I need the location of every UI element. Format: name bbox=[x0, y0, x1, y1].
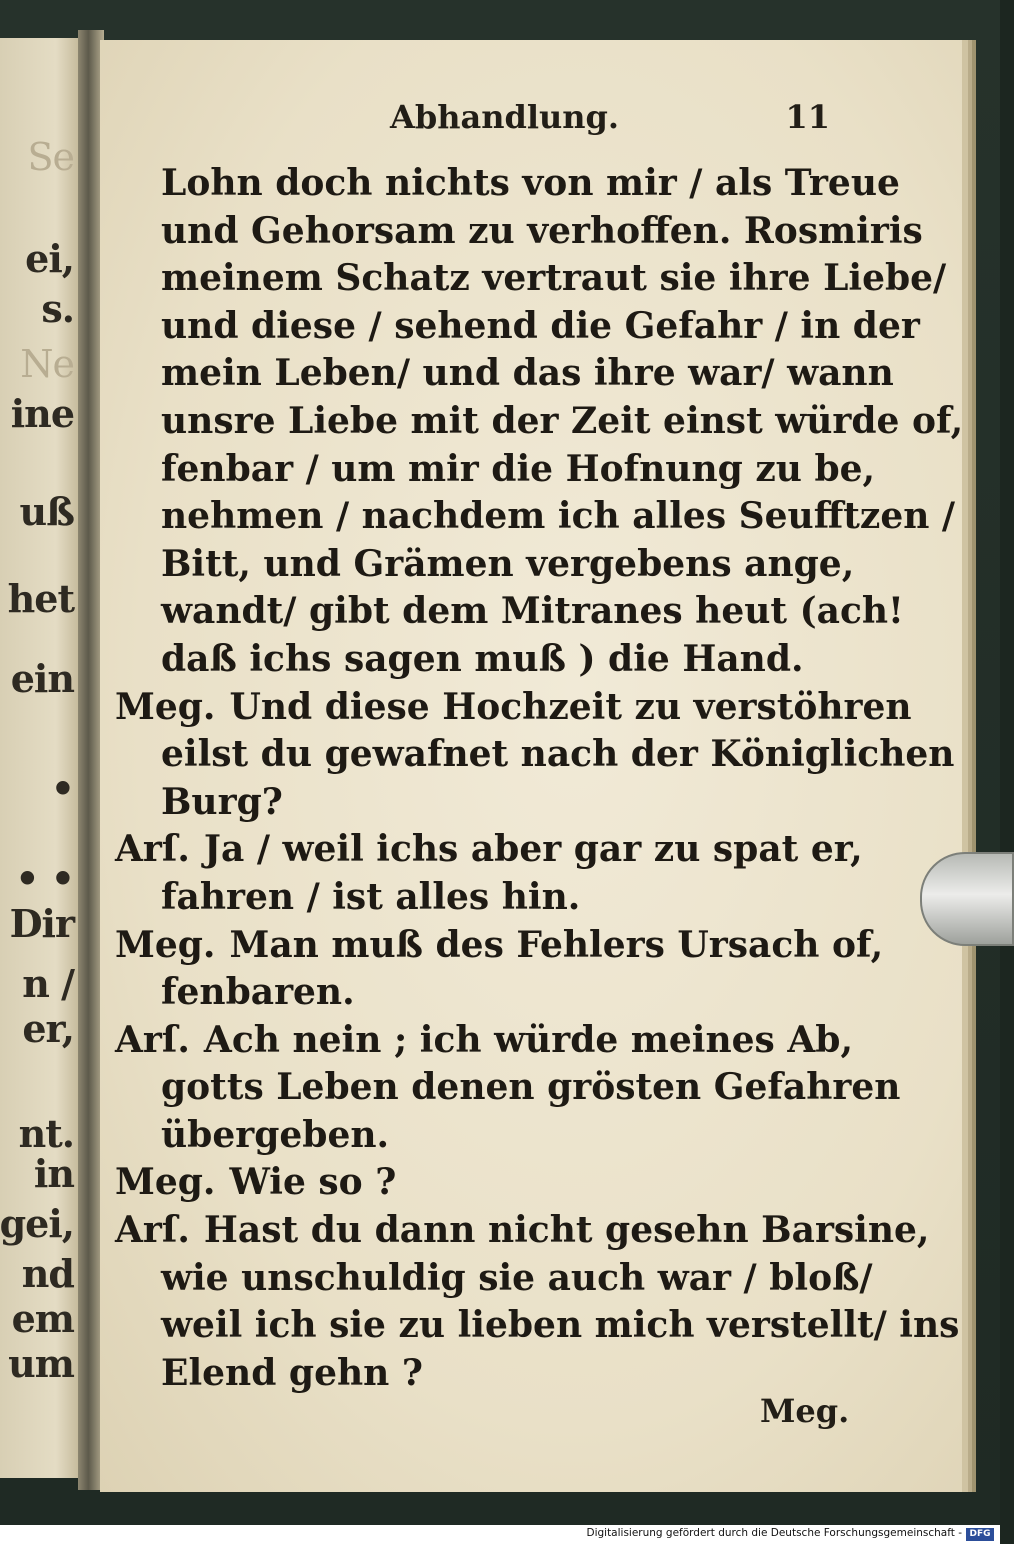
running-title: Abhandlung. bbox=[390, 98, 620, 136]
line-text: wie unschuldig sie auch war / bloß/ bbox=[161, 1256, 873, 1299]
line-text: unsre Liebe mit der Zeit einst würde of, bbox=[161, 399, 964, 442]
speaker-line bbox=[115, 826, 880, 874]
left-page-fragment: ein bbox=[10, 656, 74, 701]
left-page-fragment: n / bbox=[22, 961, 74, 1006]
speaker-line bbox=[115, 1159, 880, 1207]
text-line bbox=[115, 541, 880, 589]
line-text: Man muß des Fehlers Ursach of, bbox=[229, 923, 884, 966]
digitization-footer bbox=[0, 1525, 1000, 1544]
speaker-line bbox=[115, 922, 884, 970]
speaker-line bbox=[115, 684, 912, 732]
left-page-fragment: • • bbox=[15, 856, 74, 901]
text-line bbox=[115, 874, 880, 922]
text-line bbox=[115, 779, 880, 827]
left-page-fragment: het bbox=[7, 576, 74, 621]
text-line bbox=[115, 446, 880, 494]
text-line bbox=[115, 1255, 880, 1303]
line-text: fenbar / um mir die Hofnung zu be, bbox=[161, 447, 876, 490]
line-text: eilst du gewafnet nach der Königlichen bbox=[161, 733, 955, 776]
left-page-fragment: uß bbox=[19, 489, 74, 534]
left-page-fragment: Ne bbox=[20, 342, 74, 386]
speaker-name: Meg. bbox=[115, 1161, 216, 1204]
line-text: gotts Leben denen grösten Gefahren bbox=[161, 1066, 901, 1109]
left-page-fragment: Se bbox=[27, 135, 74, 179]
line-text: Und diese Hochzeit zu verstöhren bbox=[229, 685, 912, 728]
line-text: Ach nein ; ich würde meines Ab, bbox=[203, 1018, 853, 1061]
dfg-logo: DFG bbox=[966, 1528, 994, 1541]
text-line bbox=[115, 969, 880, 1017]
left-page-fragment: s. bbox=[41, 286, 74, 331]
left-page-fragment: nt. bbox=[18, 1111, 74, 1156]
left-page-fragment: ei, bbox=[25, 236, 74, 281]
catchword: Meg. bbox=[760, 1392, 850, 1430]
previous-page-edge bbox=[0, 38, 80, 1478]
line-text: Ja / weil ichs aber gar zu spat er, bbox=[203, 828, 863, 871]
left-page-fragment: gei, bbox=[0, 1201, 74, 1246]
line-text: weil ich sie zu lieben mich verstellt/ ins bbox=[161, 1304, 960, 1347]
text-line bbox=[115, 493, 956, 541]
text-line bbox=[115, 636, 880, 684]
left-page-fragment: um bbox=[8, 1341, 74, 1386]
left-page-fragment: • bbox=[50, 766, 74, 811]
text-line bbox=[115, 350, 894, 398]
line-text: übergeben. bbox=[161, 1113, 390, 1156]
text-line bbox=[115, 303, 920, 351]
left-page-fragment: er, bbox=[22, 1006, 74, 1051]
speaker-name: Meg. bbox=[115, 923, 216, 966]
line-text: mein Leben/ und das ihre war/ wann bbox=[161, 352, 894, 395]
text-line bbox=[115, 255, 947, 303]
text-line bbox=[115, 398, 964, 446]
funding-credit: Digitalisierung gefördert durch die Deutsche Forschungsgemeinschaft - bbox=[586, 1527, 962, 1539]
text-line bbox=[115, 1302, 960, 1350]
page-number: 11 bbox=[785, 98, 830, 136]
left-page-fragment: ine bbox=[10, 391, 74, 436]
left-page-fragment: Dir bbox=[9, 901, 74, 946]
line-text: fahren / ist alles hin. bbox=[161, 875, 581, 918]
line-text: und diese / sehend die Gefahr / in der bbox=[161, 304, 920, 347]
page-clip bbox=[920, 852, 1014, 946]
line-text: Burg? bbox=[161, 780, 283, 823]
text-line bbox=[115, 731, 955, 779]
line-text: daß ichs sagen muß ) die Hand. bbox=[161, 637, 804, 680]
speaker-name: Meg. bbox=[115, 685, 216, 728]
left-page-fragment: em bbox=[11, 1296, 74, 1341]
left-page-fragment: nd bbox=[21, 1251, 74, 1296]
running-header bbox=[390, 98, 830, 138]
speaker-name: Arſ. bbox=[115, 828, 190, 871]
text-line bbox=[115, 1112, 880, 1160]
speaker-name: Arſ. bbox=[115, 1209, 190, 1252]
line-text: Bitt, und Grämen vergebens ange, bbox=[161, 542, 855, 585]
text-line bbox=[115, 588, 904, 636]
line-text: fenbaren. bbox=[161, 971, 355, 1014]
line-text: meinem Schatz vertraut sie ihre Liebe/ bbox=[161, 257, 947, 300]
line-text: wandt/ gibt dem Mitranes heut (ach! bbox=[161, 590, 904, 633]
text-line bbox=[115, 1350, 880, 1398]
text-line bbox=[115, 208, 923, 256]
line-text: Wie so ? bbox=[229, 1161, 397, 1204]
line-text: nehmen / nachdem ich alles Seufftzen / bbox=[161, 495, 956, 538]
line-text: Hast du dann nicht gesehn Barsine, bbox=[203, 1209, 930, 1252]
line-text: Lohn doch nichts von mir / als Treue bbox=[161, 162, 900, 204]
speaker-name: Arſ. bbox=[115, 1018, 190, 1061]
text-line bbox=[115, 1064, 901, 1112]
line-text: und Gehorsam zu verhoffen. Rosmiris bbox=[161, 209, 923, 252]
text-line bbox=[115, 160, 900, 208]
speaker-line bbox=[115, 1207, 930, 1255]
speaker-line bbox=[115, 1017, 880, 1065]
left-page-fragment: in bbox=[33, 1151, 74, 1196]
line-text: Elend gehn ? bbox=[161, 1351, 423, 1394]
page-body bbox=[115, 160, 964, 1397]
